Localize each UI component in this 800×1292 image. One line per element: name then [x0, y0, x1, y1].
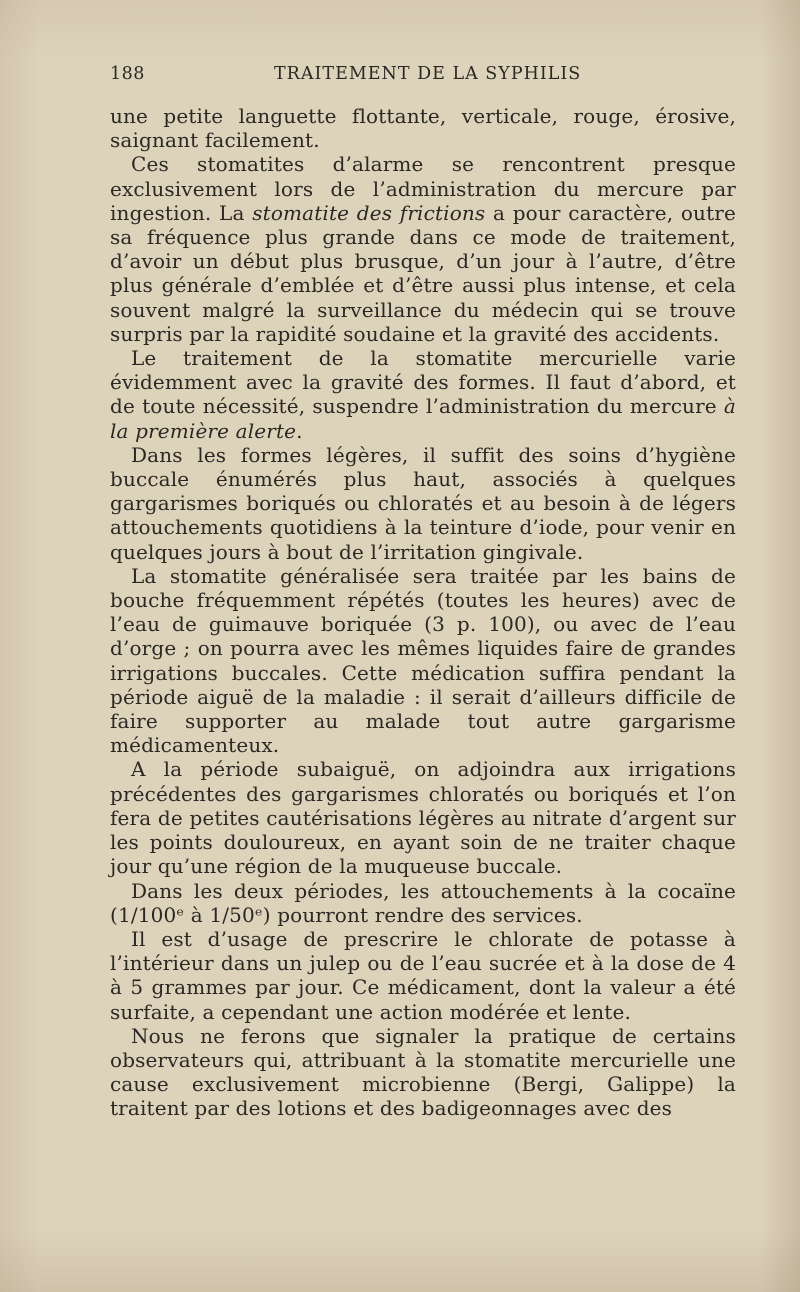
paragraph-cocaine: Dans les deux périodes, les attouchements à la cocaïne (1/100ᵉ à 1/50ᵉ) pourront rendre des services. [110, 878, 736, 927]
paragraph-treatment [110, 346, 736, 443]
paragraph-text: . [296, 418, 303, 443]
italic-term-first-alert: à la première alerte [110, 394, 736, 443]
italic-term-frictions: stomatite des frictions [252, 200, 486, 225]
page-number: 188 [110, 64, 145, 84]
running-title: TRAITEMENT DE LA SYPHILIS [274, 64, 582, 84]
paragraph-light-forms: Dans les formes légères, il suffit des soins d’hygiène buccale énumérés plus haut, associés à quelques gargarismes boriqués ou chloratés et au besoin à de légers attouchements quotidiens à la teinture d’iode, pour venir en quelques jours à bout de l’irritation gingivale. [110, 442, 736, 564]
paragraph-generalized: La stomatite généralisée sera traitée par les bains de bouche fréquemment répétés (toutes les heures) avec de l’eau de guimauve boriquée (3 p. 100), ou avec de l’eau d’orge ; on pourra avec les mêmes liquides faire de grandes irrigations buccales. Cette médication suffira pendant la période aiguë de la maladie : il serait d’ailleurs difficile de faire supporter au malade tout autre gargarisme médicamenteux. [110, 563, 736, 758]
body-text [110, 104, 736, 1121]
paragraph-text: a pour caractère, outre sa fréquence plus grande dans ce mode de traitement, d’avoir un début plus brusque, d’un jour à l’autre, d’être plus générale d’emblée et d’être aussi plus intense, et cela souvent malgré la surveillance du médecin qui se trouve surpris par la rapidité soudaine et la gravité des accidents. [110, 200, 736, 346]
page-header [110, 64, 736, 88]
paragraph-microbial: Nous ne ferons que signaler la pratique de certains observateurs qui, attribuant à la stomatite mercurielle une cause exclusivement microbienne (Bergi, Galippe) la traitent par des lotions et des badigeonnages avec des [110, 1023, 736, 1121]
paragraph-text: Le traitement de la stomatite mercurielle varie évidemment avec la gravité des formes. Il faut d’abord, et de toute nécessité, suspendre l’administration du mercure [110, 346, 736, 419]
paragraph-continuation: une petite languette flottante, verticale, rouge, érosive, saignant facilement. [110, 104, 736, 153]
paragraph-alarm-stomatitis [110, 152, 736, 346]
paragraph-chlorate: Il est d’usage de prescrire le chlorate de potasse à l’intérieur dans un julep ou de l’eau sucrée et à la dose de 4 à 5 grammes par jour. Ce médicament, dont la valeur a été surfaite, a cependant une action modérée et lente. [110, 926, 736, 1024]
paragraph-text: Ces stomatites d’alarme se rencontrent presque exclusivement lors de l’administration du mercure par ingestion. La [110, 152, 736, 225]
paragraph-subacute: A la période subaiguë, on adjoindra aux irrigations précédentes des gargarismes chloratés ou boriqués et l’on fera de petites cautérisations légères au nitrate d’argent sur les points douloureux, en ayant soin de ne traiter chaque jour qu’une région de la muqueuse buccale. [110, 757, 736, 879]
